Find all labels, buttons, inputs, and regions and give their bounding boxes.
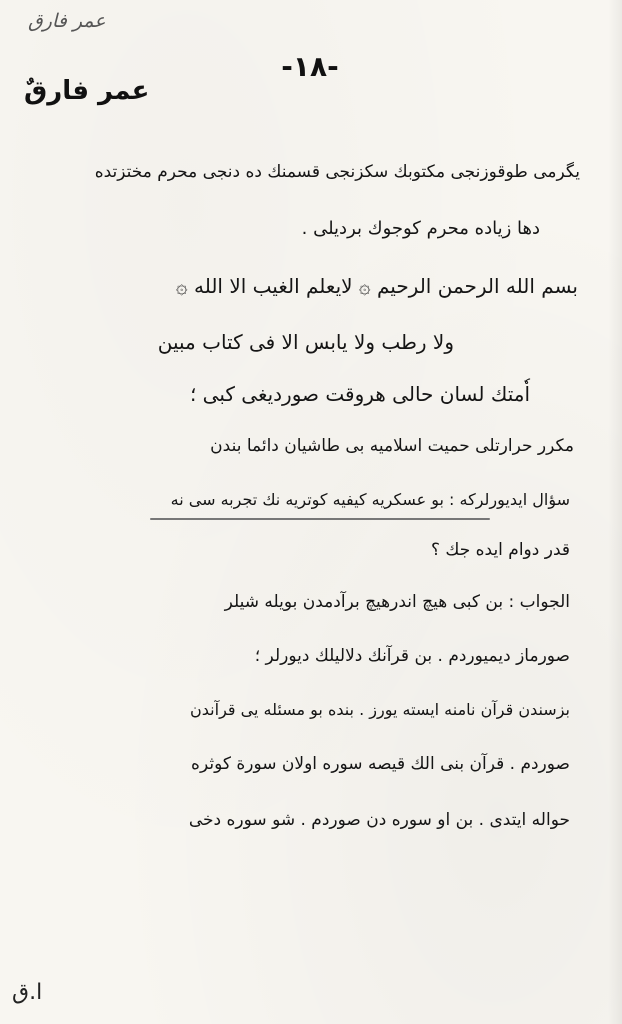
page-edge-shadow	[608, 0, 622, 1024]
text-line-13: حواله ایتدی . بن او سوره دن صوردم . شو سوره دخی	[188, 810, 570, 830]
text-line-3: بسم الله الرحمن الرحیم ۞ لایعلم الغیب الا الله ۞	[175, 274, 578, 298]
text-line-11: بزسندن قرآن نامنه ایسته یورز . بنده بو مسئله یی قرآندن	[190, 700, 570, 719]
text-line-12: صوردم . قرآن بنی الك قیصه سوره اولان سورة کوثره	[191, 754, 570, 774]
top-scribble-note: عمر فارق	[28, 10, 106, 32]
text-line-2: دها زیاده محرم کوجوك بردیلی .	[301, 218, 540, 239]
text-line-8: قدر دوام ایده جك ؟	[430, 540, 570, 560]
author-name: عمر فارقٌ	[24, 76, 150, 106]
folio-mark: ا.ق	[12, 980, 43, 1005]
text-line-10: صورماز دیمیوردم . بن قرآنك دلالیلك دیورلر ؛	[254, 646, 570, 666]
text-line-4: ولا رطب ولا یابس الا فی کتاب مبین	[157, 330, 454, 354]
text-line-1: یگرمی طوقوزنجی مکتوبك سکزنجی قسمنك دە دنجی محرم مختزتده	[94, 162, 580, 182]
underline-mark	[150, 518, 490, 520]
page-number: -١٨-	[281, 50, 339, 83]
text-line-6: مکرر حرارتلی حمیت اسلامیه بی طاشیان دائما بندن	[210, 436, 574, 456]
text-line-9: الجواب : بن کبی هیچ اندرهیچ برآدمدن بویله شیلر	[224, 592, 570, 612]
text-line-5: اٗمتك لسان حالی هروقت صوردیغی کبی ؛	[189, 382, 530, 406]
text-line-7: سؤال ایدیورلرکه : بو عسکریه کیفیه کوتریه نك تجربه سی نه	[170, 490, 570, 509]
